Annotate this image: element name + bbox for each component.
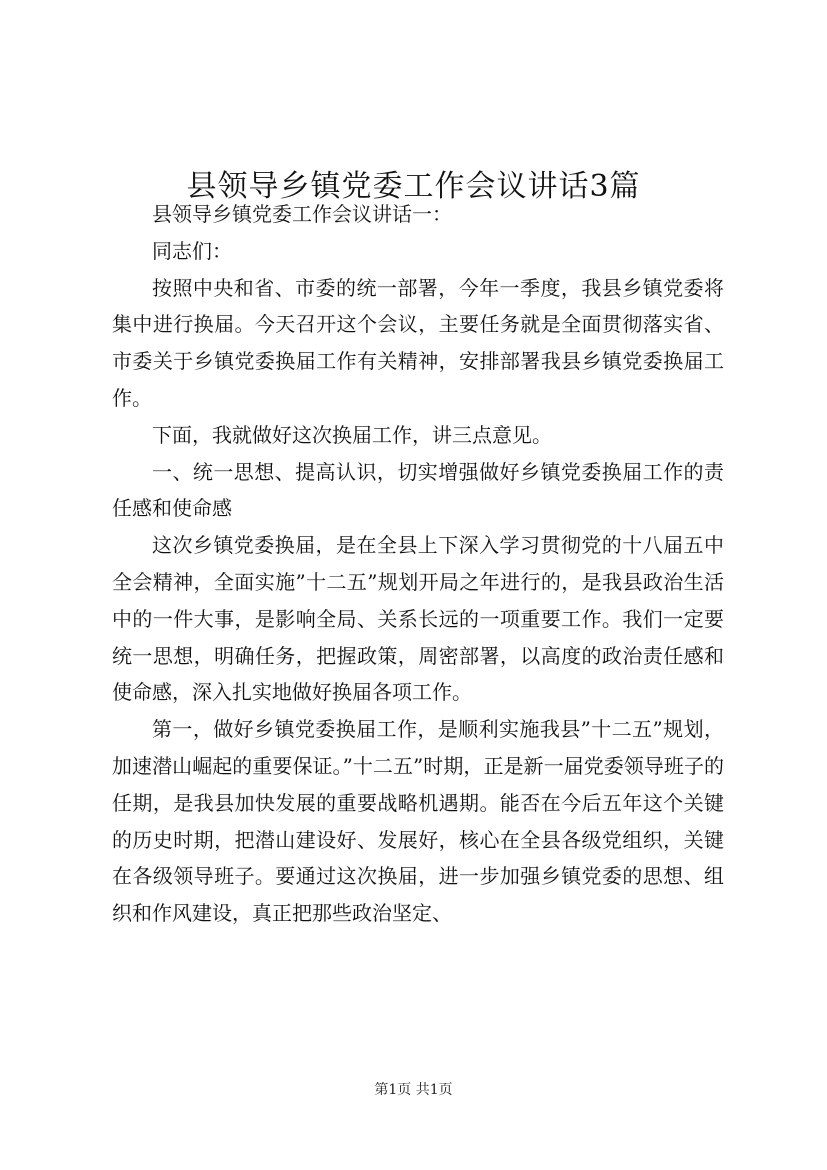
document-body <box>112 196 724 932</box>
paragraph: 下面，我就做好这次换届工作，讲三点意见。 <box>152 422 552 447</box>
page-footer: 第1页 共1页 <box>374 1082 453 1098</box>
document-title: 县领导乡镇党委工作会议讲话3篇 <box>186 169 641 205</box>
paragraph: 这次乡镇党委换届，是在全县上下深入学习贯彻党的十八届五中全会精神，全面实施”十二五”规划开局之年进行的，是我县政治生活中的一件大事，是影响全局、关系长远的一项重要工作。我们一定要统一思想，明确任务，把握政策，周密部署，以高度的政治责任感和使命感，深入扎实地做好换届各项工作。 <box>112 533 724 705</box>
paragraph-subtitle: 县领导乡镇党委工作会议讲话一： <box>152 202 452 226</box>
paragraph: 按照中央和省、市委的统一部署，今年一季度，我县乡镇党委将集中进行换届。今天召开这个会议，主要任务就是全面贯彻落实省、市委关于乡镇党委换届工作有关精神，安排部署我县乡镇党委换届工作。 <box>112 275 724 410</box>
paragraph: 第一，做好乡镇党委换届工作，是顺利实施我县”十二五”规划，加速潜山崛起的重要保证。”十二五”时期，正是新一届党委领导班子的任期，是我县加快发展的重要战略机遇期。能否在今后五年这个关键的历史时期，把潜山建设好、发展好，核心在全县各级党组织，关键在各级领导班子。要通过这次换届，进一步加强乡镇党委的思想、组织和作风建设，真正把那些政治坚定、 <box>112 717 724 926</box>
section-heading: 一、统一思想、提高认识，切实增强做好乡镇党委换届工作的责任感和使命感 <box>112 459 724 521</box>
paragraph-salutation: 同志们： <box>152 238 232 263</box>
